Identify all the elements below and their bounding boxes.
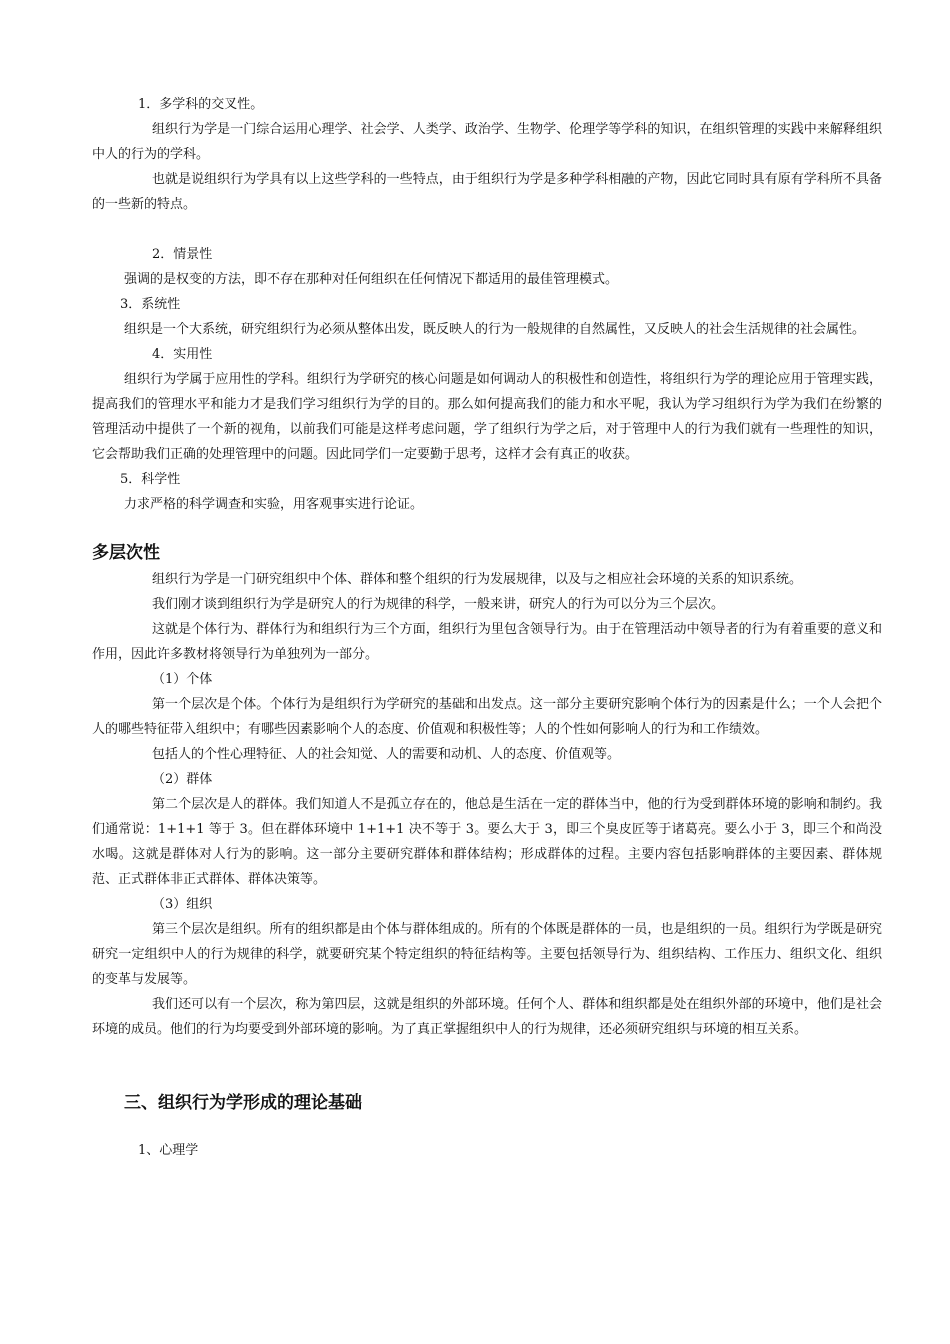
paragraph: 我们刚才谈到组织行为学是研究人的行为规律的科学，一般来讲，研究人的行为可以分为三个层次。 <box>152 597 725 612</box>
paragraph: 第二个层次是人的群体。我们知道人不是孤立存在的，他总是生活在一定的群体当中，他的行为受到群体环境的影响和制约。我们通常说：1+1+1 等于 3。但在群体环境中 1+1+1 决不等于 3。要么大于 3，即三个臭皮匠等于诸葛亮。要么小于 3，即三个和尚没水喝。这就是群体对人行为的影响。这一部分主要研究群体和群体结构；形成群体的过程。主要内容包括影响群体的主要因素、群体规范、正式群体非正式群体、群体决策等。 <box>92 797 882 887</box>
heading-interdisciplinary: 1．多学科的交叉性。 <box>138 97 264 112</box>
heading-situational: 2．情景性 <box>152 247 213 262</box>
paragraph: 包括人的个性心理特征、人的社会知觉、人的需要和动机、人的态度、价值观等。 <box>152 747 621 762</box>
paragraph: 力求严格的科学调查和实验，用客观事实进行论证。 <box>124 497 424 512</box>
list-item-psychology: 1、心理学 <box>138 1143 199 1158</box>
heading-scientific: 5．科学性 <box>120 472 181 487</box>
spacer <box>92 517 882 537</box>
paragraph: 这就是个体行为、群体行为和组织行为三个方面，组织行为里包含领导行为。由于在管理活动中领导者的行为有着重要的意义和作用，因此许多教材将领导行为单独列为一部分。 <box>92 622 882 662</box>
paragraph: 强调的是权变的方法，即不存在那种对任何组织在任何情况下都适用的最佳管理模式。 <box>124 272 619 287</box>
document-page <box>92 92 882 1163</box>
paragraph: 也就是说组织行为学具有以上这些学科的一些特点，由于组织行为学是多种学科相融的产物，因此它同时具有原有学科所不具备的一些新的特点。 <box>92 172 882 212</box>
subheading-group: （2）群体 <box>152 772 213 787</box>
chapter-title: 三、组织行为学形成的理论基础 <box>124 1093 362 1113</box>
paragraph: 组织行为学是一门研究组织中个体、群体和整个组织的行为发展规律，以及与之相应社会环境的关系的知识系统。 <box>152 572 803 587</box>
subheading-organization: （3）组织 <box>152 897 213 912</box>
paragraph: 我们还可以有一个层次，称为第四层，这就是组织的外部环境。任何个人、群体和组织都是处在组织外部的环境中，他们是社会环境的成员。他们的行为均要受到外部环境的影响。为了真正掌握组织中人的行为规律，还必须研究组织与环境的相互关系。 <box>92 997 882 1037</box>
paragraph: 组织是一个大系统，研究组织行为必须从整体出发，既反映人的行为一般规律的自然属性，又反映人的社会生活规律的社会属性。 <box>124 322 866 337</box>
paragraph: 第一个层次是个体。个体行为是组织行为学研究的基础和出发点。这一部分主要研究影响个体行为的因素是什么；一个人会把个人的哪些特征带入组织中；有哪些因素影响个人的态度、价值观和积极性等；人的个性如何影响人的行为和工作绩效。 <box>92 697 882 737</box>
spacer <box>92 1042 882 1088</box>
heading-practical: 4．实用性 <box>152 347 213 362</box>
paragraph: 组织行为学是一门综合运用心理学、社会学、人类学、政治学、生物学、伦理学等学科的知识，在组织管理的实践中来解释组织中人的行为的学科。 <box>92 122 882 162</box>
spacer <box>92 1118 882 1138</box>
section-title-multilevel: 多层次性 <box>92 543 160 563</box>
paragraph: 组织行为学属于应用性的学科。组织行为学研究的核心问题是如何调动人的积极性和创造性，将组织行为学的理论应用于管理实践，提高我们的管理水平和能力才是我们学习组织行为学的目的。那么如何提高我们的能力和水平呢，我认为学习组织行为学为我们在纷繁的管理活动中提供了一个新的视角，以前我们可能是这样考虑问题，学了组织行为学之后，对于管理中人的行为我们就有一些理性的知识，它会帮助我们正确的处理管理中的问题。因此同学们一定要勤于思考，这样才会有真正的收获。 <box>92 372 882 462</box>
blank-line <box>92 217 882 242</box>
subheading-individual: （1）个体 <box>152 672 213 687</box>
heading-systemic: 3．系统性 <box>120 297 181 312</box>
paragraph: 第三个层次是组织。所有的组织都是由个体与群体组成的。所有的个体既是群体的一员，也是组织的一员。组织行为学既是研究研究一定组织中人的行为规律的科学，就要研究某个特定组织的特征结构等。主要包括领导行为、组织结构、工作压力、组织文化、组织的变革与发展等。 <box>92 922 882 987</box>
